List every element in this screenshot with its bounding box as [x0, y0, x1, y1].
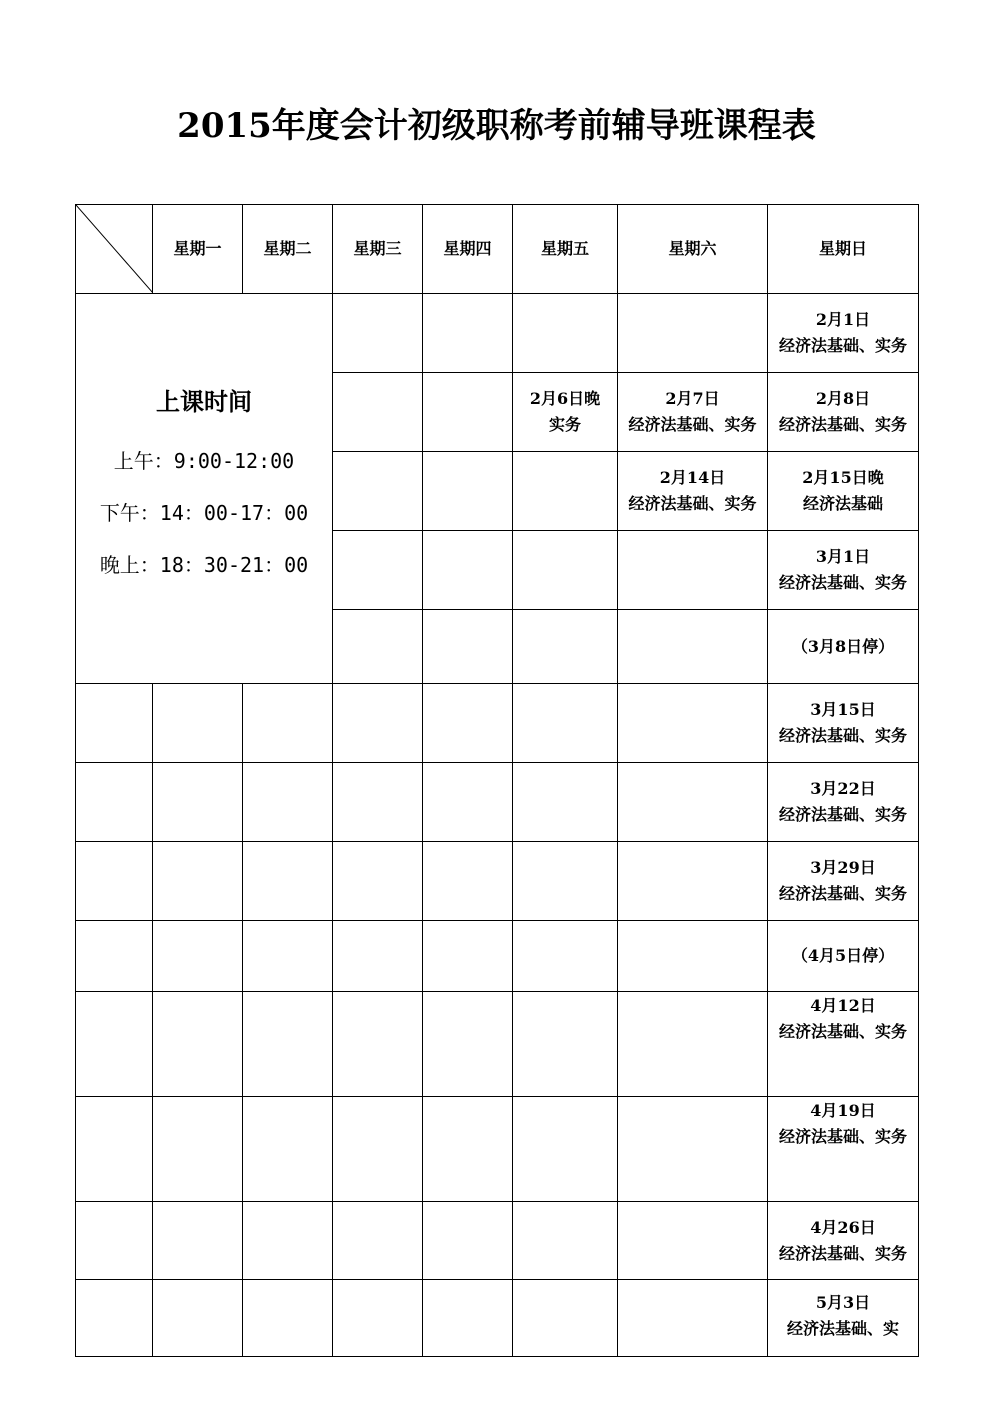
cell: [423, 684, 513, 763]
cell-sunday: [768, 452, 919, 531]
cell-date: 2月1日: [815, 310, 871, 329]
cell: [333, 531, 423, 610]
cell: [513, 1202, 618, 1280]
cell-subject: 经济法基础、实务: [778, 1243, 907, 1263]
cell: [513, 992, 618, 1097]
cell: [618, 1280, 768, 1357]
cell: [243, 1202, 333, 1280]
cell: [153, 684, 243, 763]
diagonal-corner-cell: [76, 205, 153, 294]
cell-saturday: [618, 373, 768, 452]
cell-date: 5月3日: [815, 1293, 871, 1312]
cell-sunday: [768, 992, 919, 1097]
cell-note: （4月5日停）: [791, 946, 895, 965]
cell: [423, 921, 513, 992]
cell: [423, 531, 513, 610]
cell-subject: 经济法基础、实务: [778, 884, 907, 903]
cell-subject: 实务: [548, 415, 581, 434]
afternoon-time: 下午：14：00-17：00: [99, 500, 309, 525]
cell: [618, 842, 768, 921]
cell: [423, 992, 513, 1097]
cell: [333, 373, 423, 452]
cell-sunday: [768, 1097, 919, 1202]
cell-subject: 经济法基础、实务: [778, 573, 907, 592]
cell-subject: 经济法基础、实务: [778, 726, 907, 745]
cell-subject: 经济法基础、实务: [778, 415, 907, 434]
cell-date: 2月8日: [815, 389, 871, 408]
cell: [243, 1097, 333, 1202]
cell-sunday: [768, 763, 919, 842]
cell-date: 4月19日: [810, 1101, 876, 1120]
page-title: 2015年度会计初级职称考前辅导班课程表: [177, 106, 816, 146]
cell: [76, 1202, 153, 1280]
cell: [618, 1202, 768, 1280]
cell: [618, 763, 768, 842]
cell-subject: 经济法基础、实: [786, 1319, 899, 1338]
cell: [333, 294, 423, 373]
cell: [423, 452, 513, 531]
cell-sunday: [768, 842, 919, 921]
cell: [243, 763, 333, 842]
cell: [153, 1097, 243, 1202]
cell: [513, 763, 618, 842]
table-row: [76, 1202, 919, 1280]
cell: [243, 1280, 333, 1357]
cell: [618, 1097, 768, 1202]
cell-sunday: [768, 684, 919, 763]
cell: [153, 1280, 243, 1357]
cell: [618, 684, 768, 763]
cell-note: （3月8日停）: [791, 636, 895, 656]
cell-date: 2月15日晚: [802, 468, 884, 487]
cell: [333, 1280, 423, 1357]
cell: [513, 531, 618, 610]
table-row: [76, 921, 919, 992]
cell-subject: 经济法基础、实务: [778, 1022, 907, 1041]
diagonal-line: [76, 205, 153, 293]
cell-date: 2月6日晚: [529, 389, 601, 408]
cell-subject: 经济法基础: [802, 494, 883, 513]
morning-time: 上午：9:00-12:00: [113, 448, 295, 473]
cell: [333, 452, 423, 531]
cell: [333, 1202, 423, 1280]
table-row: [76, 1097, 919, 1202]
header-saturday: 星期六: [618, 205, 768, 294]
cell-subject: 经济法基础、实务: [628, 494, 757, 513]
class-time-title: 上课时间: [156, 386, 252, 416]
cell-sunday: [768, 610, 919, 684]
cell-sunday: [768, 1280, 919, 1357]
cell-sunday: [768, 1202, 919, 1280]
cell: [333, 921, 423, 992]
cell: [243, 992, 333, 1097]
cell: [153, 992, 243, 1097]
cell: [618, 610, 768, 684]
cell: [513, 1280, 618, 1357]
cell: [76, 1097, 153, 1202]
cell: [153, 763, 243, 842]
header-thursday: 星期四: [423, 205, 513, 294]
cell-sunday: [768, 373, 919, 452]
cell: [76, 684, 153, 763]
cell: [243, 684, 333, 763]
table-row: [76, 763, 919, 842]
table-row: [76, 684, 919, 763]
cell: [513, 294, 618, 373]
cell: [333, 1097, 423, 1202]
cell-date: 3月15日: [810, 700, 876, 719]
header-sunday: 星期日: [768, 205, 919, 294]
schedule-table: [75, 204, 919, 1357]
header-tuesday: 星期二: [243, 205, 333, 294]
cell: [513, 452, 618, 531]
cell: [618, 294, 768, 373]
cell: [423, 373, 513, 452]
cell-date: 3月1日: [815, 547, 871, 566]
cell-saturday: [618, 452, 768, 531]
cell-date: 3月29日: [810, 858, 876, 877]
cell: [76, 921, 153, 992]
table-row: [76, 842, 919, 921]
header-friday: 星期五: [513, 205, 618, 294]
cell: [333, 842, 423, 921]
cell: [618, 921, 768, 992]
table-row: [76, 992, 919, 1097]
cell: [153, 1202, 243, 1280]
cell: [153, 921, 243, 992]
header-row: [76, 205, 919, 294]
cell: [76, 1280, 153, 1357]
cell: [76, 992, 153, 1097]
cell: [513, 921, 618, 992]
cell-subject: 经济法基础、实务: [778, 336, 907, 355]
cell: [333, 763, 423, 842]
cell: [423, 294, 513, 373]
cell: [423, 1097, 513, 1202]
cell: [513, 842, 618, 921]
cell: [243, 842, 333, 921]
cell: [423, 610, 513, 684]
cell: [513, 1097, 618, 1202]
cell: [513, 684, 618, 763]
cell-date: 2月14日: [659, 468, 726, 487]
header-monday: 星期一: [153, 205, 243, 294]
cell-subject: 经济法基础、实务: [628, 415, 757, 434]
evening-time: 晚上：18：30-21：00: [99, 552, 309, 577]
cell: [333, 992, 423, 1097]
cell: [76, 842, 153, 921]
cell-sunday: [768, 294, 919, 373]
class-time-info: [76, 294, 333, 684]
cell: [76, 763, 153, 842]
cell: [153, 842, 243, 921]
cell: [243, 921, 333, 992]
cell: [423, 1280, 513, 1357]
cell-date: 4月12日: [810, 996, 876, 1015]
cell-friday: [513, 373, 618, 452]
cell: [333, 684, 423, 763]
cell: [513, 610, 618, 684]
table-row: [76, 294, 919, 373]
cell: [618, 992, 768, 1097]
cell-date: 3月22日: [810, 779, 876, 798]
cell: [423, 763, 513, 842]
table-row: [76, 1280, 919, 1357]
cell-sunday: [768, 921, 919, 992]
cell-subject: 经济法基础、实务: [778, 1127, 907, 1146]
cell: [333, 610, 423, 684]
cell-sunday: [768, 531, 919, 610]
cell-subject: 经济法基础、实务: [778, 805, 907, 824]
header-wednesday: 星期三: [333, 205, 423, 294]
cell: [618, 531, 768, 610]
cell: [423, 1202, 513, 1280]
cell: [423, 842, 513, 921]
cell-date: 2月7日: [665, 389, 720, 408]
cell-date: 4月26日: [810, 1217, 876, 1237]
